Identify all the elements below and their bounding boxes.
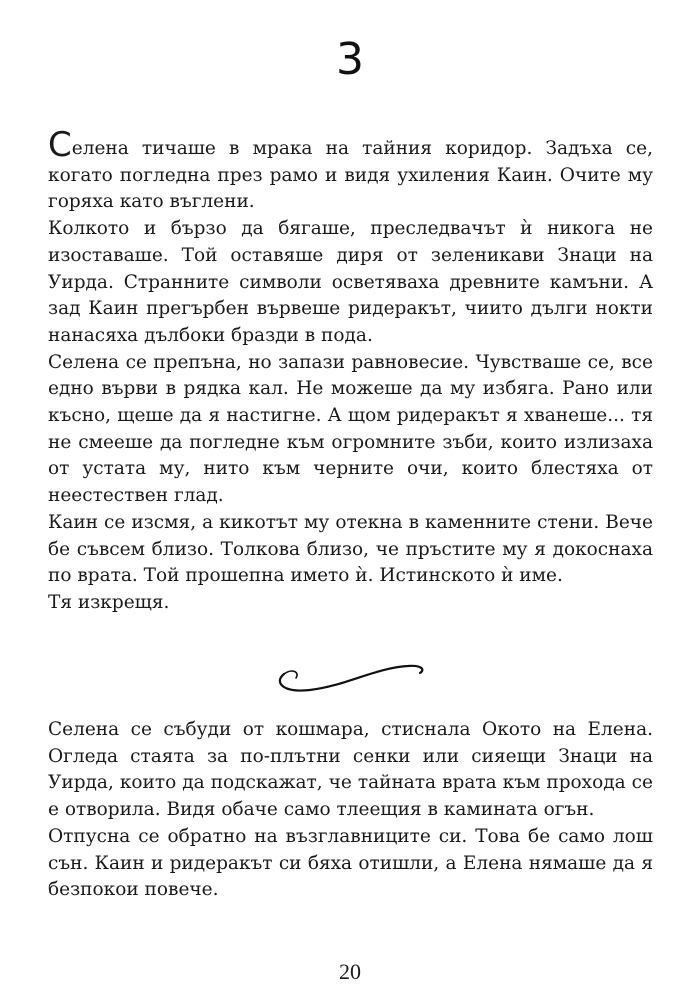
paragraph-1	[48, 125, 653, 216]
chapter-number: 3	[336, 34, 364, 85]
dropcap-letter: С	[48, 125, 72, 165]
paragraph-7: Отпусна се обратно на възглавниците си. Това бе само лош сън. Каин и ридеракът си бяха отишли, а Елена нямаше да я безпокои повече.	[48, 825, 653, 901]
section-two	[48, 717, 653, 904]
paragraph-3: Селена се препъна, но запази равновесие. Чувстваше се, все едно върви в рядка кал. Не можеше да му избяга. Рано или късно, щеше да я настигне. А щом ридеракът я хванеше... тя не смееше да погледне към огромните зъби, които излизаха от устата му, нито към черните очи, които блестяха от неестествен глад.	[48, 351, 653, 507]
paragraph-1-text: елена тичаше в мрака на тайния коридор. Задъха се, когато погледна през рамо и видя ухиления Каин. Очите му горяха като въглени.	[48, 138, 653, 213]
paragraph-5: Тя изкрещя.	[48, 591, 170, 613]
flourish-divider-icon	[270, 660, 430, 700]
paragraph-2: Колкото и бързо да бягаше, преследвачът ѝ никога не изоставаше. Той оставяше диря от зеленикави Знаци на Уирда. Странните символи осветяваха древните камъни. А зад Каин прегърбен вървеше ридеракът, чиито дълги нокти нанасяха дълбоки бразди в пода.	[48, 218, 653, 346]
paragraph-6: Селена се събуди от кошмара, стиснала Окото на Елена. Огледа стаята за по-плътни сенки или сияещи Знаци на Уирда, които да подскажат, че тайната врата към прохода се е отворила. Видя обаче само тлеещия в камината огън.	[48, 719, 653, 821]
section-one	[48, 125, 653, 617]
paragraph-4: Каин се изсмя, а кикотът му отекна в каменните стени. Вече бе съвсем близо. Толкова близо, че пръстите му я докоснаха по врата. Той прошепна името ѝ. Истинското ѝ име.	[48, 511, 653, 587]
page-number: 20	[339, 959, 361, 984]
